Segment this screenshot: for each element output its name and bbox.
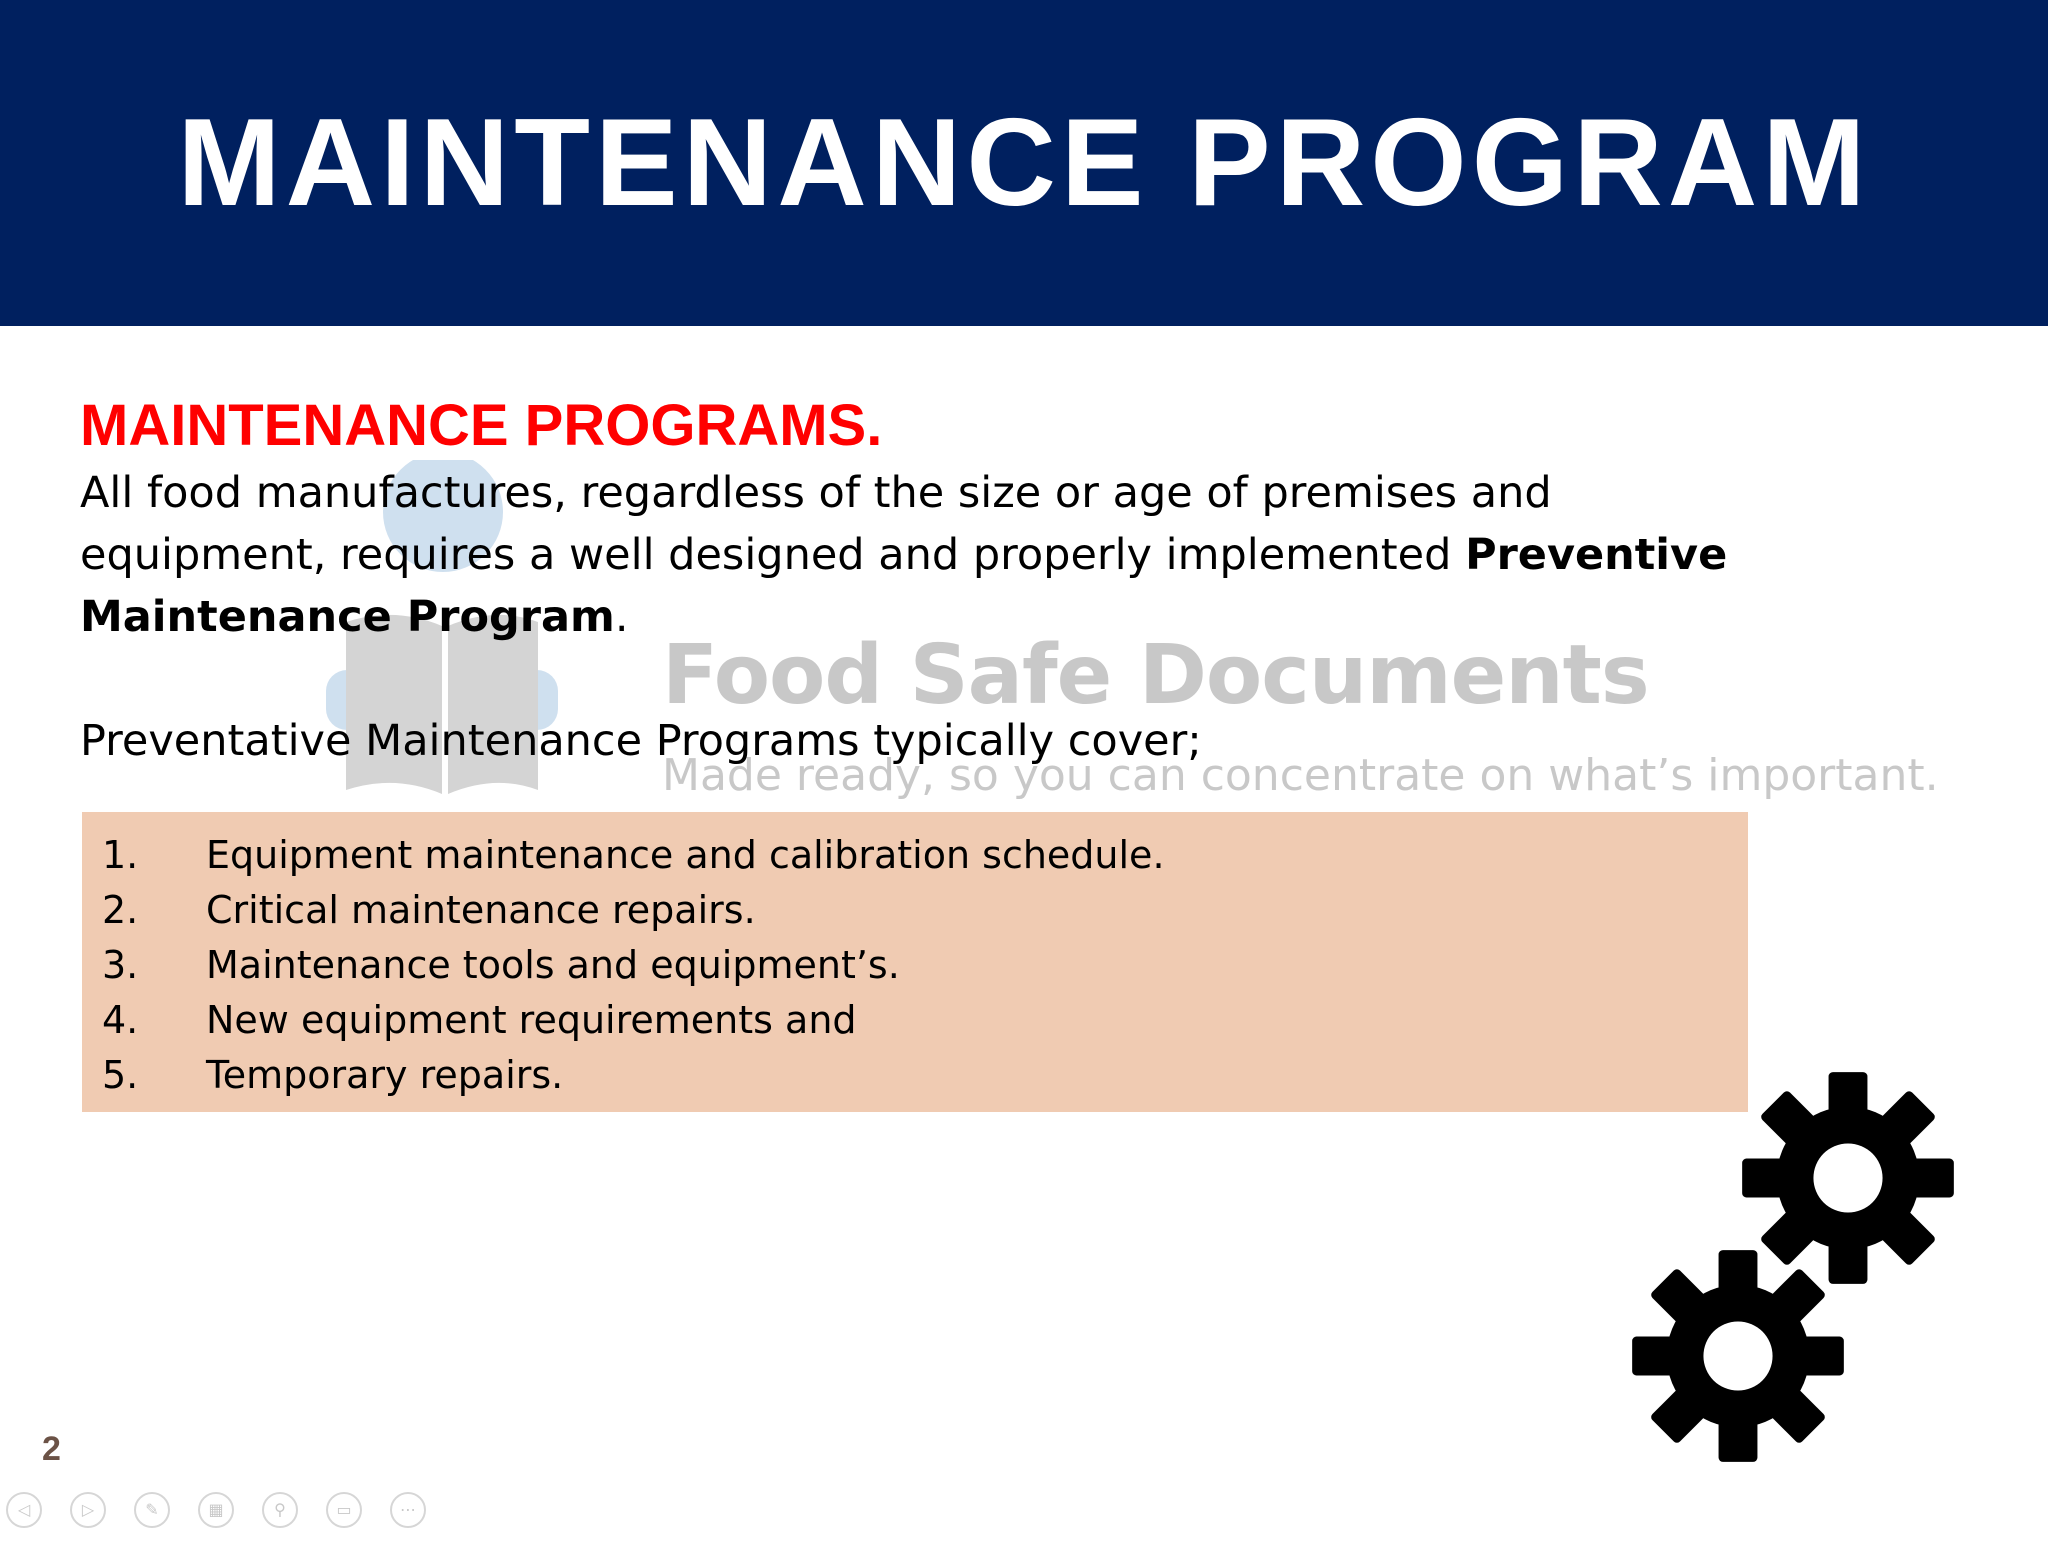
- zoom-button[interactable]: [262, 1492, 298, 1528]
- list-item-text: Maintenance tools and equipment’s.: [206, 943, 900, 987]
- content-area: [80, 390, 1780, 772]
- intro-paragraph: [80, 462, 1780, 648]
- watermark-brand: Food Safe Documents: [662, 628, 1649, 723]
- previous-slide-button[interactable]: [6, 1492, 42, 1528]
- section-title: MAINTENANCE PROGRAMS.: [80, 393, 883, 458]
- list-item-number: 5.: [102, 1053, 139, 1097]
- coverage-list: [82, 812, 1748, 1112]
- more-icon: ⋯: [400, 1500, 416, 1519]
- slide-sorter-button[interactable]: [198, 1492, 234, 1528]
- list-item-number: 3.: [102, 943, 139, 987]
- title-banner: [0, 0, 2048, 326]
- slide-title: MAINTENANCE PROGRAM: [177, 94, 1871, 232]
- pen-icon: ✎: [145, 1500, 159, 1519]
- subtitles-icon: ▭: [336, 1500, 352, 1519]
- list-item-text: Critical maintenance repairs.: [206, 888, 756, 932]
- intro-end: .: [614, 592, 629, 642]
- arrow-left-icon: ◁: [17, 1500, 31, 1519]
- more-options-button[interactable]: [390, 1492, 426, 1528]
- cover-line: Preventative Maintenance Programs typically cover;: [80, 716, 1202, 766]
- gear-icon: [1630, 1248, 1846, 1464]
- list-item-text: Temporary repairs.: [206, 1053, 564, 1097]
- list-item: [102, 993, 1722, 1048]
- pen-tool-button[interactable]: [134, 1492, 170, 1528]
- list-item-number: 2.: [102, 888, 139, 932]
- list-item: [102, 828, 1722, 883]
- list-item: [102, 1048, 1722, 1103]
- arrow-right-icon: ▷: [81, 1500, 95, 1519]
- slides-icon: ▦: [208, 1500, 224, 1519]
- list-item-text: Equipment maintenance and calibration schedule.: [206, 833, 1165, 877]
- zoom-icon: ⚲: [274, 1500, 286, 1519]
- list-item: [102, 938, 1722, 993]
- list-item-number: 4.: [102, 998, 139, 1042]
- list-item-text: New equipment requirements and: [206, 998, 857, 1042]
- intro-bold-term: Preventive Maintenance Program: [80, 530, 1728, 642]
- intro-text: All food manufactures, regardless of the size or age of premises and equipment, requires a well designed and properly implemented: [80, 468, 1552, 580]
- page-number: 2: [42, 1430, 61, 1468]
- slideshow-toolbar: [6, 1492, 446, 1536]
- watermark-tagline: Made ready, so you can concentrate on what’s important.: [662, 750, 1939, 801]
- next-slide-button[interactable]: [70, 1492, 106, 1528]
- list-item-number: 1.: [102, 833, 139, 877]
- subtitles-button[interactable]: [326, 1492, 362, 1528]
- list-item: [102, 883, 1722, 938]
